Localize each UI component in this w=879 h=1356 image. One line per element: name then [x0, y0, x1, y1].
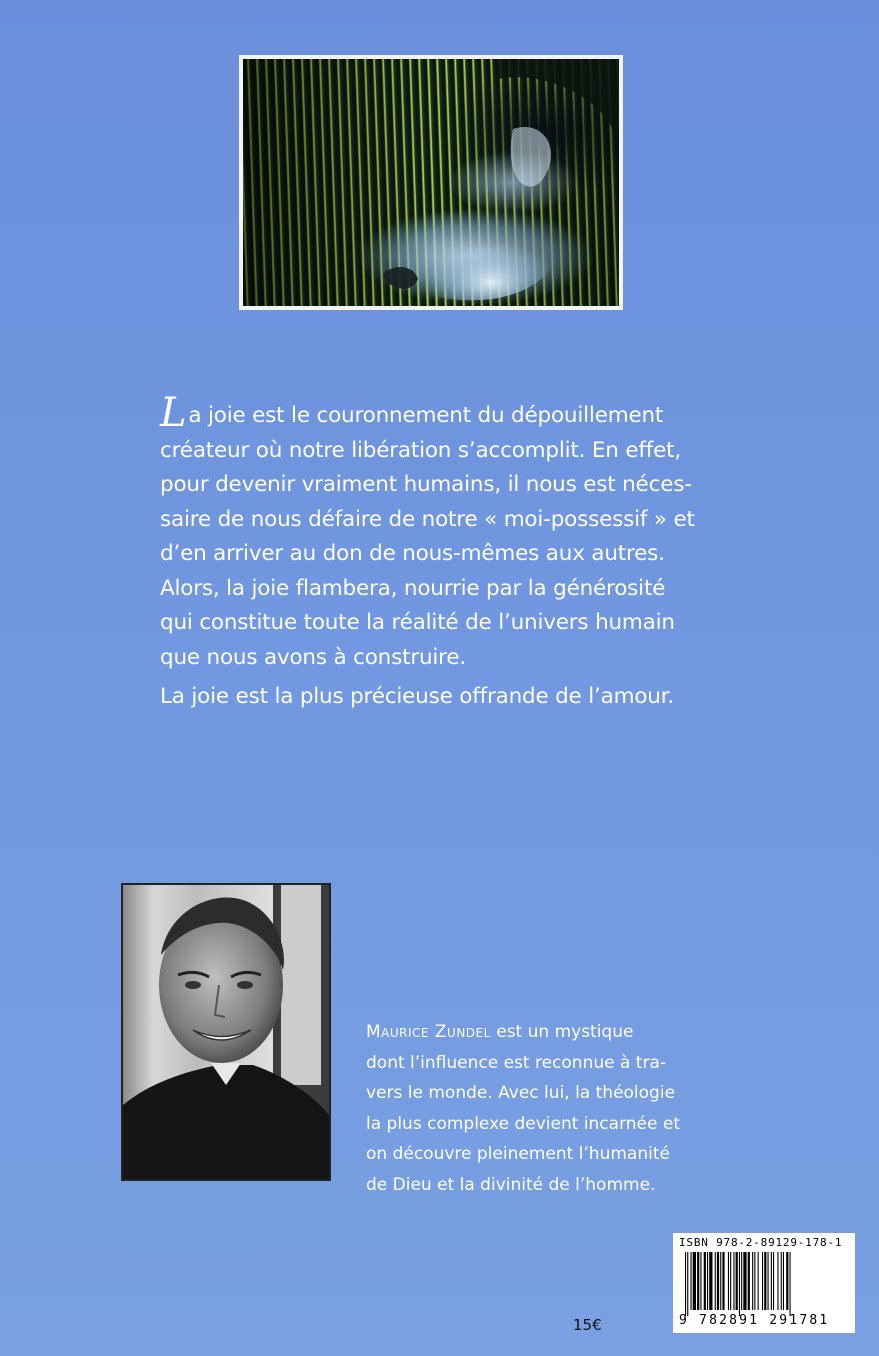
- quote-line: Alors, la joie flambera, nourrie par la générosité: [160, 575, 666, 601]
- barcode-bar: [704, 1252, 706, 1310]
- barcode-bar: [707, 1252, 708, 1310]
- barcode-bar: [722, 1252, 724, 1310]
- barcode-bar: [777, 1252, 778, 1310]
- bio-line: vers le monde. Avec lui, la théologie: [366, 1083, 676, 1103]
- barcode-bar: [758, 1252, 759, 1310]
- barcode-bar: [768, 1252, 769, 1310]
- quote-line: qui constitue toute la réalité de l’univers humain: [160, 610, 675, 635]
- barcode-bar: [762, 1252, 763, 1310]
- quote-line: La joie est le couronnement du dépouillement: [160, 390, 664, 436]
- isbn-barcode: [673, 1233, 855, 1333]
- isbn-label: ISBN 978-2-89129-178-1: [679, 1236, 843, 1249]
- quote-line: créateur où notre libération s’accomplit. En effet,: [160, 437, 682, 463]
- barcode-bar: [752, 1252, 753, 1310]
- author-name: Maurice Zundel: [366, 1022, 491, 1042]
- closing-quote: La joie est la plus précieuse offrande de l’amour.: [160, 684, 675, 709]
- barcode-bar: [693, 1252, 696, 1310]
- bio-line: de Dieu et la divinité de l’homme.: [366, 1174, 656, 1195]
- barcode-bar: [697, 1252, 699, 1310]
- barcode-bar: [773, 1252, 774, 1310]
- author-portrait: [121, 883, 331, 1181]
- barcode-bar: [728, 1252, 729, 1310]
- bio-line: dont l’influence est reconnue à tra-: [366, 1052, 667, 1073]
- barcode-bar: [720, 1252, 721, 1310]
- author-bio: [366, 1017, 726, 1200]
- barcode-bar: [771, 1252, 772, 1310]
- main-quote: [160, 390, 720, 675]
- barcode-bar: [786, 1252, 788, 1310]
- barcode-bar: [685, 1252, 686, 1316]
- bio-line: la plus complexe devient incarnée et: [366, 1113, 680, 1134]
- barcode-bar: [739, 1252, 740, 1316]
- barcode-bars: [679, 1252, 849, 1316]
- barcode-bar: [700, 1252, 701, 1310]
- barcode-bar: [783, 1252, 784, 1310]
- barcode-digits: 9 782891 291781: [679, 1313, 830, 1328]
- drop-cap: L: [160, 390, 187, 436]
- barcode-bar: [790, 1252, 791, 1316]
- quote-line: d’en arriver au don de nous-mêmes aux autres.: [160, 541, 665, 566]
- barcode-bar: [781, 1252, 782, 1310]
- waterfall-photo-frame: [239, 55, 623, 310]
- barcode-bar: [741, 1252, 742, 1310]
- waterfall-photo: [243, 59, 619, 306]
- barcode-bar: [730, 1252, 731, 1310]
- barcode-bar: [743, 1252, 746, 1310]
- barcode-bar: [736, 1252, 738, 1310]
- quote-line: que nous avons à construire.: [160, 644, 467, 670]
- bio-line: Maurice Zundel est un mystique: [366, 1022, 634, 1042]
- barcode-bar: [733, 1252, 734, 1310]
- barcode-bar: [691, 1252, 692, 1310]
- barcode-bar: [754, 1252, 755, 1310]
- barcode-bar: [748, 1252, 750, 1310]
- bio-line: on découvre pleinement l’humanité: [366, 1144, 670, 1164]
- barcode-bar: [715, 1252, 716, 1310]
- barcode-bar: [764, 1252, 766, 1310]
- price-label: 15€: [573, 1316, 602, 1334]
- quote-line: saire de nous défaire de notre « moi-possessif » et: [160, 506, 695, 532]
- quote-line: pour devenir vraiment humains, il nous est néces-: [160, 472, 692, 497]
- barcode-bar: [717, 1252, 719, 1310]
- barcode-bar: [687, 1252, 688, 1316]
- barcode-bar: [709, 1252, 712, 1310]
